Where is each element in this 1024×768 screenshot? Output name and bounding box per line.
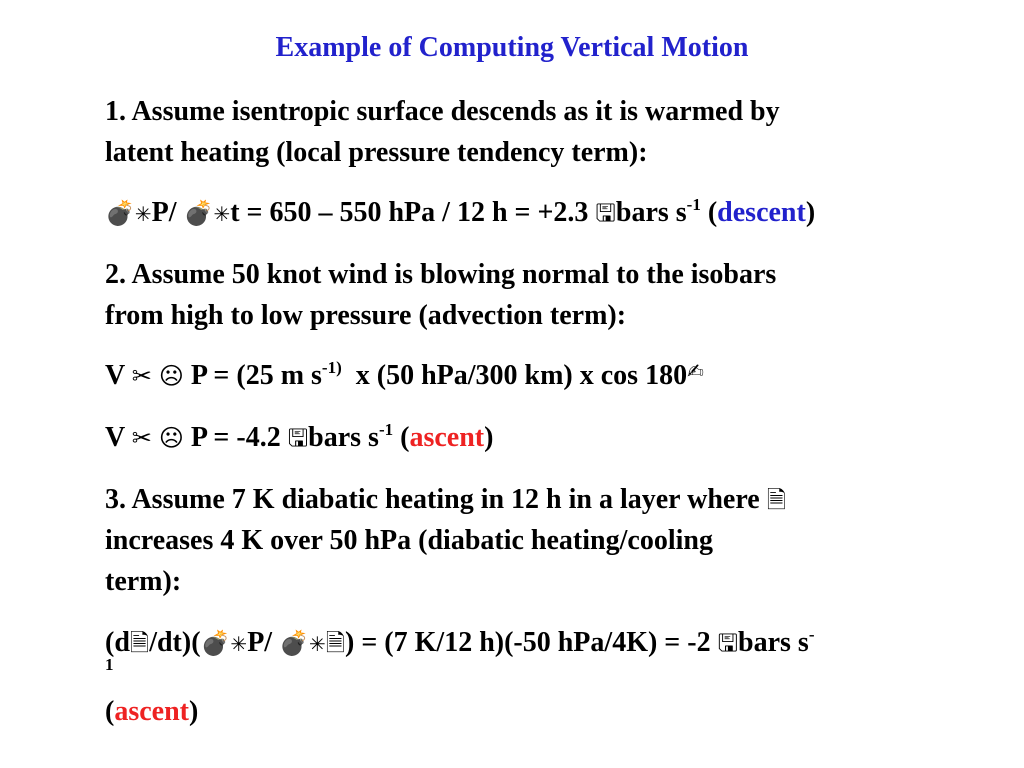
eq2-rest: x (50 hPa/300 km) x cos 180 — [341, 360, 688, 391]
sparkle-icon: ✳ — [134, 202, 152, 226]
eq5-paren-close: ) — [188, 696, 199, 727]
eq5-paren-open: ( — [105, 696, 115, 727]
eq3-units: bars s — [308, 422, 379, 453]
disk-icon: 🖫 — [287, 424, 309, 452]
bomb-icon: 💣 — [200, 629, 231, 657]
eq1-paren-close: ) — [805, 197, 816, 228]
equation-4 — [105, 627, 815, 662]
slide-title: Example of Computing Vertical Motion — [275, 32, 749, 63]
eq1-exponent: -1 — [686, 195, 701, 214]
eq1-p-part: P/ — [151, 197, 184, 228]
eq2-exponent: -1) — [321, 358, 342, 377]
eq3-paren-close: ) — [484, 422, 494, 453]
bomb-icon: 💣 — [183, 199, 214, 227]
ascent-label: ascent — [409, 422, 485, 453]
document-icon: 🗎 — [325, 629, 346, 657]
eq4-exponent: - — [808, 625, 815, 644]
writing-hand-icon: ✍ — [687, 359, 704, 383]
document-icon: 🗎 — [766, 486, 786, 514]
equation-1 — [105, 197, 815, 232]
scissors-icon: ✂ — [131, 362, 152, 390]
disk-icon: 🖫 — [717, 629, 739, 657]
item2-line2: from high to low pressure (advection term): — [105, 300, 627, 331]
sparkle-icon: ✳ — [230, 632, 248, 656]
item1-line1: 1. Assume isentropic surface descends as it is warmed by — [105, 96, 780, 127]
bomb-icon: 💣 — [279, 629, 309, 657]
eq4-wrap: 1 — [105, 655, 114, 674]
item3-line2: increases 4 K over 50 hPa (diabatic heating/cooling — [105, 525, 713, 556]
eq3-exponent: -1 — [378, 420, 394, 439]
item2-line1: 2. Assume 50 knot wind is blowing normal to the isobars — [105, 259, 777, 290]
document-icon: 🗎 — [129, 629, 150, 657]
eq3-paren-open: ( — [393, 422, 410, 453]
eq3-p-expr: P = -4.2 — [183, 422, 288, 453]
smiley-icon: ☹ — [158, 424, 184, 452]
ascent-label-2: ascent — [114, 696, 189, 727]
eq2-p-expr: P = (25 m s — [183, 360, 322, 391]
item3-line1 — [105, 484, 786, 516]
eq3-v: V — [105, 422, 132, 453]
eq2-v: V — [105, 360, 132, 391]
equation-2 — [105, 360, 704, 395]
sparkle-icon: ✳ — [308, 632, 326, 656]
equation-3 — [105, 422, 493, 457]
eq4-close-rest: ) = (7 K/12 h)(-50 hPa/4K) = -2 — [345, 627, 718, 658]
descent-label: descent — [717, 197, 806, 228]
scissors-icon: ✂ — [131, 424, 152, 452]
item3-line1-text: 3. Assume 7 K diabatic heating in 12 h in a layer where — [105, 484, 767, 515]
equation-5 — [105, 696, 198, 728]
eq4-p-part: P/ — [247, 627, 280, 658]
smiley-icon: ☹ — [158, 362, 184, 390]
bomb-icon: 💣 — [105, 199, 135, 227]
eq4-units: bars s — [738, 627, 809, 658]
disk-icon: 🖫 — [595, 199, 616, 227]
eq4-open: (d — [105, 627, 130, 658]
eq1-paren-open: ( — [700, 197, 718, 228]
eq1-t-part: t = 650 – 550 hPa / 12 h = +2.3 — [230, 197, 596, 228]
item3-line3: term): — [105, 566, 182, 597]
item1-line2: latent heating (local pressure tendency term): — [105, 137, 648, 168]
eq1-units: bars s — [615, 197, 687, 228]
sparkle-icon: ✳ — [213, 202, 231, 226]
eq4-dt: /dt)( — [149, 627, 201, 658]
